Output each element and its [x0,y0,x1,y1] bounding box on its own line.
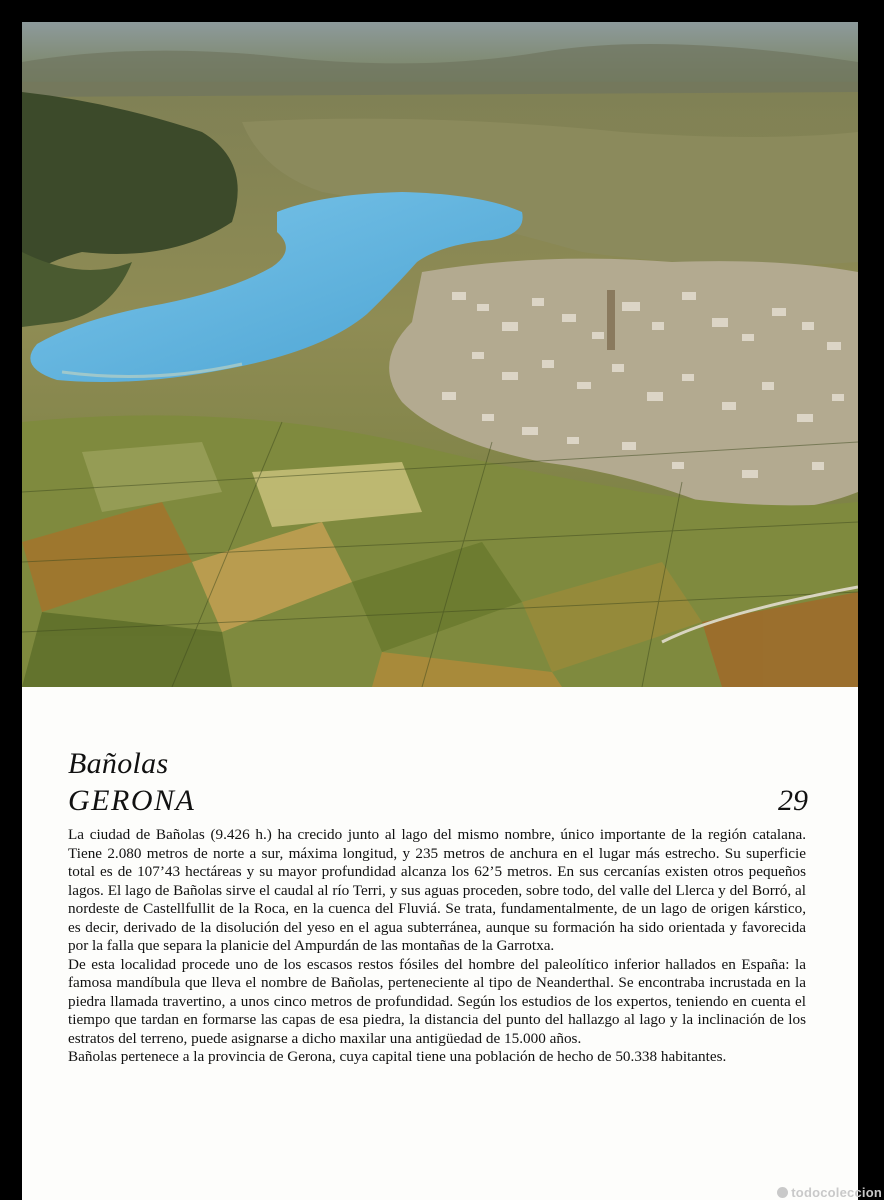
paragraph: De esta localidad procede uno de los escasos restos fósiles del hombre del paleolítico inferior hallados en España: la famosa mandíbula que lleva el nombre de Bañolas, perteneciente al tipo de Neanderthal. Se encontraba incrustada en la piedra llamada travertino, a unos cinco metros de profundidad. Según los estudios de los expertos, teniendo en cuenta el tiempo que tardan en formarse las capas de esa piedra, la distancia del punto del hallazgo al lago y la inclinación de los estratos del terreno, puede asignarse a dicho maxilar una antigüedad de 15.000 años. [68,955,806,1047]
watermark [777,1185,882,1200]
watermark-text: todocoleccion [791,1185,882,1200]
postcard-page [22,22,858,1200]
body-text [68,826,806,1067]
paragraph: Bañolas pertenece a la provincia de Gerona, cuya capital tiene una población de hecho de 50.338 habitantes. [68,1048,727,1065]
watermark-logo-icon [777,1187,788,1198]
paragraph: La ciudad de Bañolas (9.426 h.) ha crecido junto al lago del mismo nombre, único importante de la región catalana. Tiene 2.080 metros de norte a sur, máxima longitud, y 235 metros de anchura en el lugar más estrecho. Su superficie total es de 107’43 hectáreas y su mayor profundidad alcanza los 62’5 metros. En sus cercanías existen otros pequeños lagos. El lago de Bañolas sirve el caudal al río Terri, y sus aguas proceden, sobre todo, del valle del Llerca y del Borró, al nordeste de Castellfullit de la Roca, en la cuenca del Fluviá. Se trata, fundamentalmente, de un lago de origen kárstico, es decir, derivado de la disolución del yeso en el agua subterránea, aunque su formación ha sido orientada y favorecida por la falla que separa la planicie del Ampurdán de las montañas de la Garrotxa. [68,826,806,954]
aerial-photo [22,22,858,687]
place-name: Bañolas [68,747,169,780]
province-name: GERONA [68,784,196,817]
page-number: 29 [778,784,808,817]
